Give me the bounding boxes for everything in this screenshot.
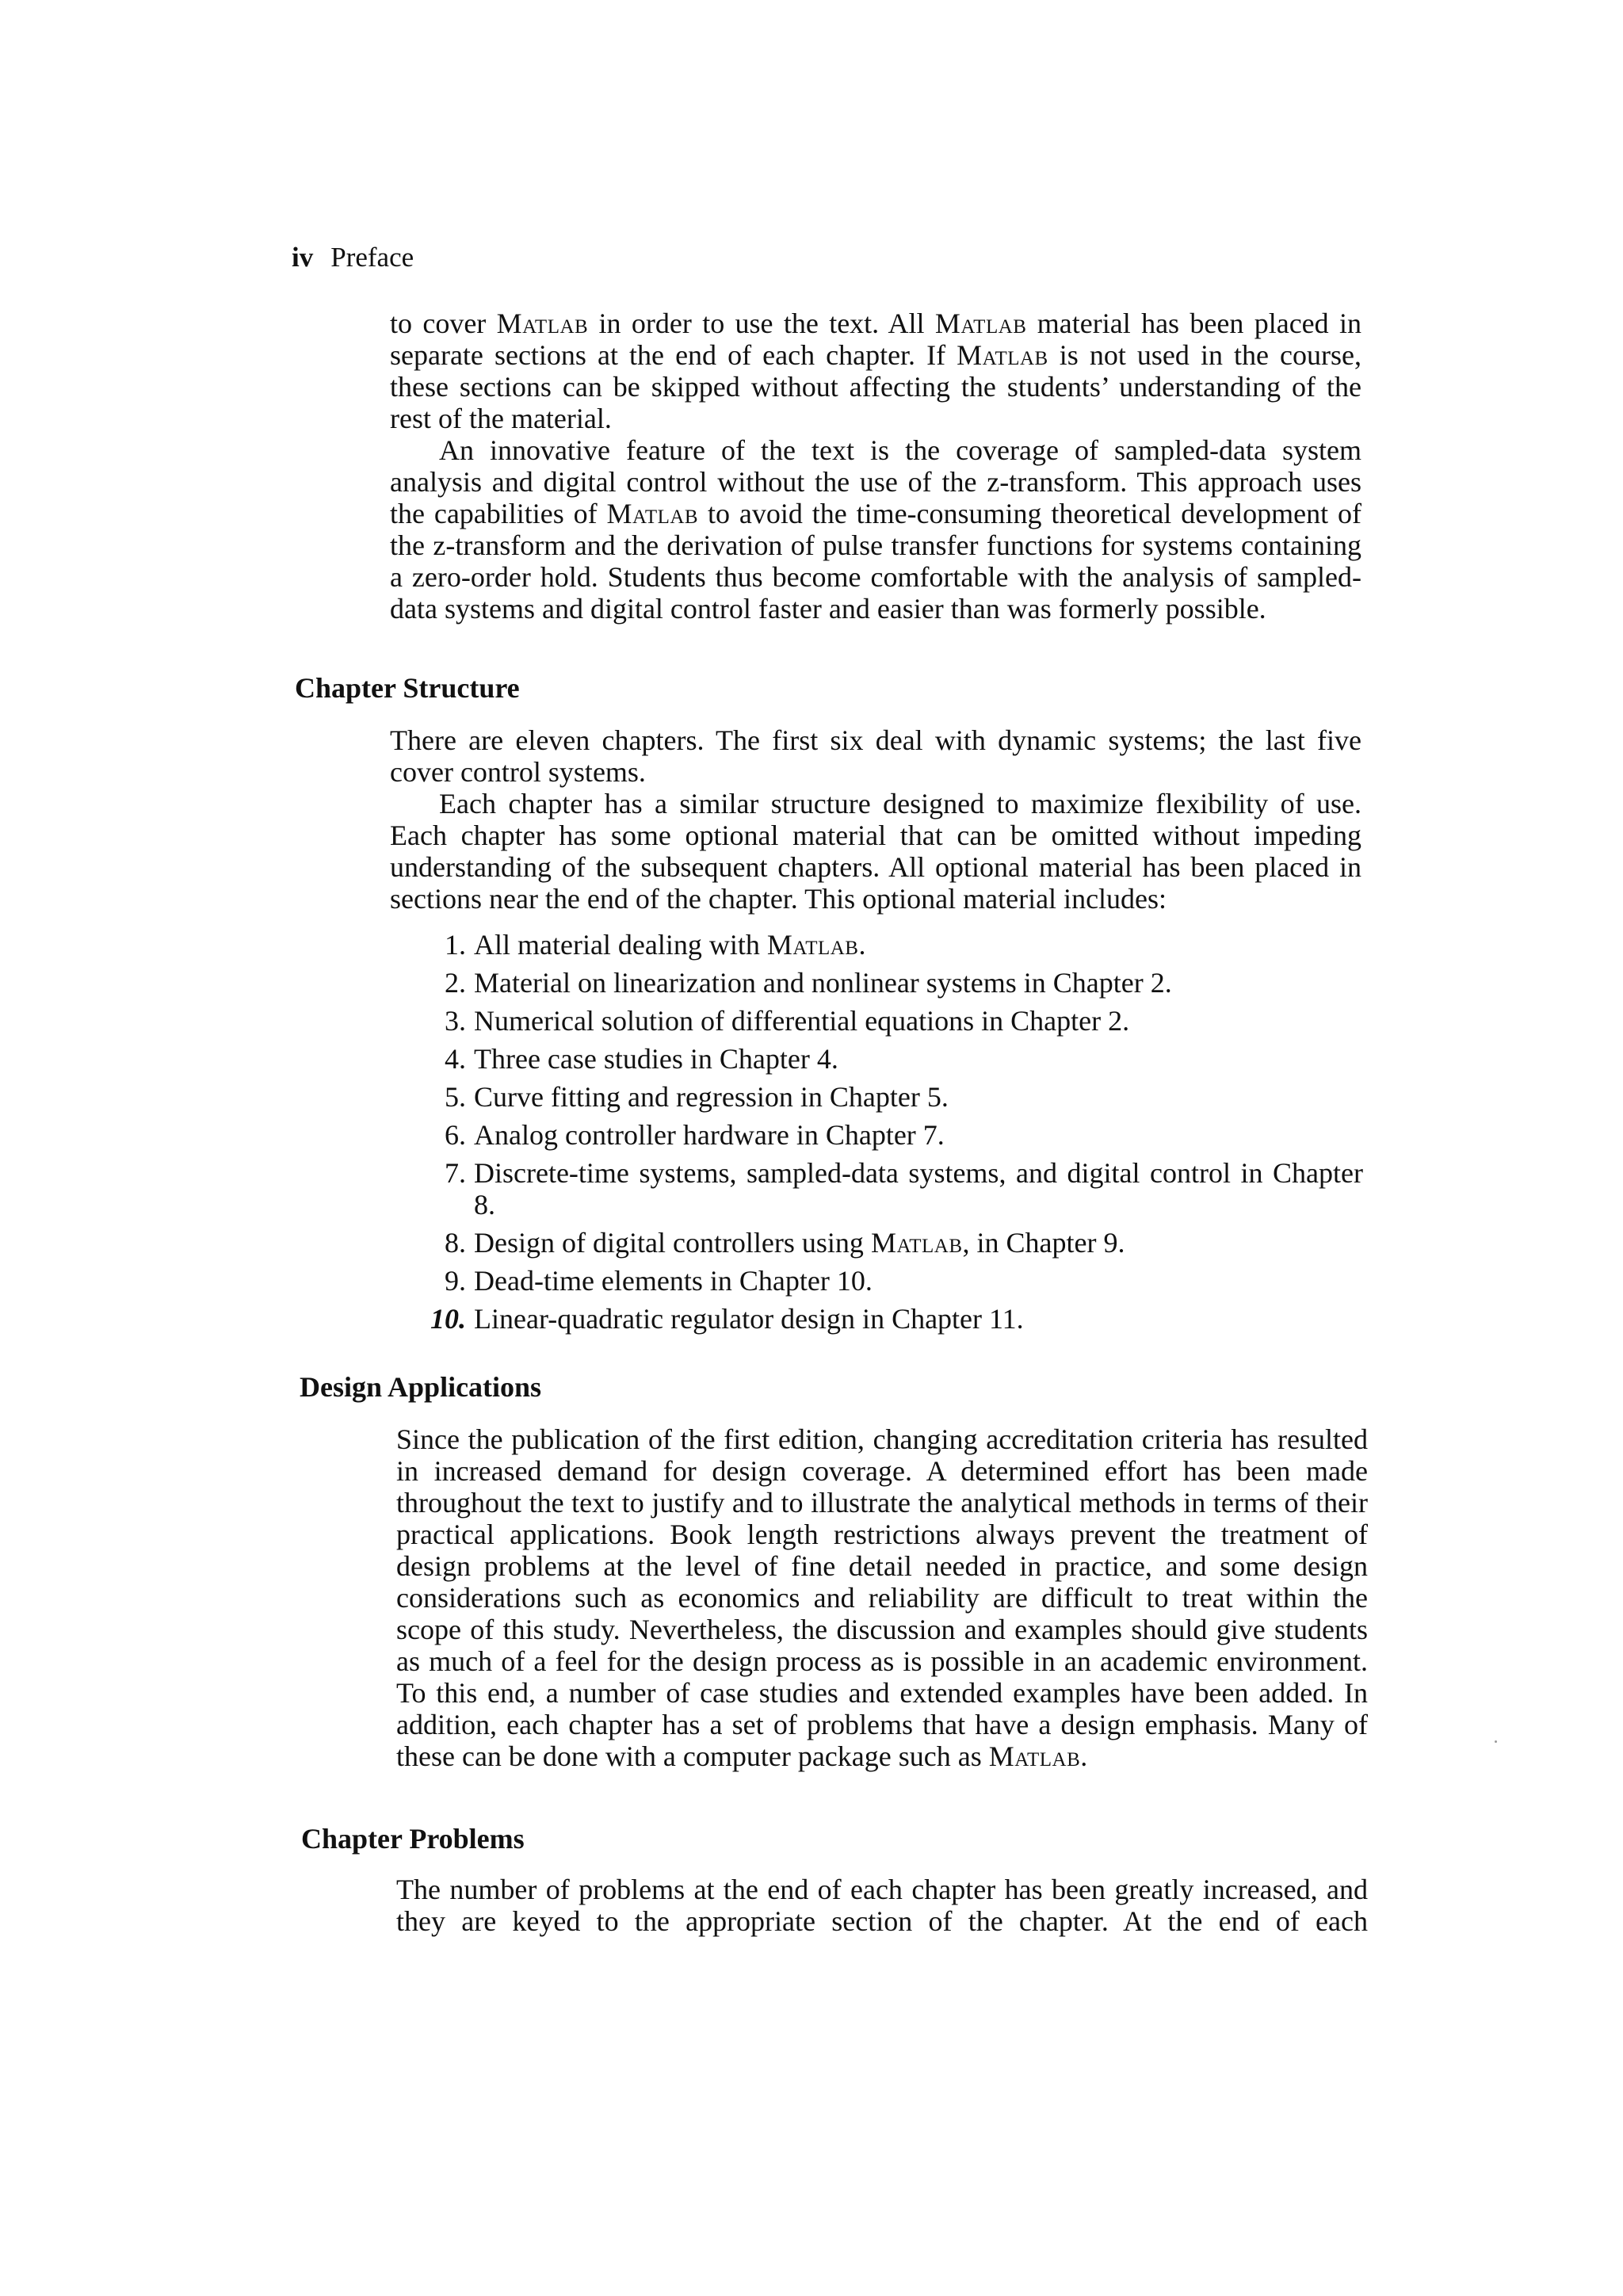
text-run: Since the publication of the first edition, changing accreditation criteria has resulted in increased demand for design coverage. A determined effort has been made throughout the text to justify and to illustrate the analytical methods in terms of their practical applications. Book length restrictions always prevent the treatment of design problems at the level of fine detail needed in practice, and some design considerations such as economics and reliability are difficult to treat within the scope of this study. Nevertheless, the discussion and examples should give students as much of a feel for the design process as is possible in an academic environment. To this end, a number of case studies and extended examples have been added. In addition, each chapter has a set of problems that have a design emphasis. Many of these can be done with a computer package such as [396,1423,1368,1772]
section-heading-chapter-structure: Chapter Structure [295,672,520,704]
matlab-term: Matlab [870,1227,963,1259]
text-run: is not used in the course, these sections can be skipped without affecting the students’ understanding of the rest of the material. [390,339,1361,434]
text-run: to avoid the time-consuming theoretical development of the z-transform and the derivation of pulse transfer functions for systems containing a zero-order hold. Students thus become comfortable with the analysis of sampled-data systems and digital control faster and easier than was formerly possible. [390,498,1361,625]
list-item [420,1157,1363,1221]
running-head-title: Preface [330,242,414,273]
list-item [420,1303,1363,1335]
problems-paragraph: The number of problems at the end of each chapter has been greatly increased, and they are keyed to the appropriate section of the chapter. At the end of each [396,1874,1368,1937]
list-item [420,1081,1363,1113]
matlab-term: Matlab [934,308,1027,339]
list-number: 6. [445,1119,466,1151]
list-number: 10. [430,1303,466,1335]
matlab-term: Matlab [957,339,1048,371]
list-number: 7. [445,1157,466,1189]
text-run: Design of digital controllers using [474,1227,871,1259]
list-item [420,1265,1363,1297]
design-paragraph [396,1423,1368,1772]
list-number: 8. [445,1227,466,1259]
text-run: Analog controller hardware in Chapter 7. [474,1119,945,1151]
text-run: Discrete-time systems, sampled-data systems, and digital control in Chapter 8. [474,1157,1363,1221]
text-run: , in Chapter 9. [962,1227,1125,1259]
optional-material-list [420,929,1363,1341]
structure-paragraph-2: Each chapter has a similar structure designed to maximize flexibility of use. Each chapter has some optional material that can be omitted without impeding understanding of the subsequent chapters. All optional material has been placed in sections near the end of the chapter. This optional material includes: [390,788,1361,915]
text-run: in order to use the text. All [588,308,935,339]
text-run: . [1080,1740,1088,1772]
section-heading-design-applications: Design Applications [300,1371,542,1403]
list-number: 5. [445,1081,466,1113]
page-number: iv [292,242,314,273]
intro-paragraph-2 [390,434,1361,625]
list-number: 2. [445,967,466,999]
structure-paragraph-1: There are eleven chapters. The first six deal with dynamic systems; the last five cover control systems. [390,724,1361,788]
text-run: . [858,929,866,961]
text-run: Three case studies in Chapter 4. [474,1043,838,1075]
text-run: Material on linearization and nonlinear systems in Chapter 2. [474,967,1172,999]
design-applications-section [396,1423,1368,1772]
text-run: to cover [390,308,497,339]
matlab-term: Matlab [766,929,859,961]
list-item [420,1119,1363,1151]
text-run: Linear-quadratic regulator design in Chapter 11. [474,1303,1024,1335]
matlab-term: Matlab [606,498,699,529]
text-run: material has been placed in separate sections at the end of each chapter. If [390,308,1361,371]
matlab-term: Matlab [988,1740,1081,1772]
list-number: 1. [445,929,466,961]
intro-paragraph-1 [390,308,1361,434]
scan-speck [1495,1740,1497,1743]
section-heading-chapter-problems: Chapter Problems [301,1823,525,1855]
text-run: Curve fitting and regression in Chapter 5. [474,1081,949,1113]
list-number: 3. [445,1005,466,1037]
chapter-structure-section [390,724,1361,915]
running-head [292,242,414,273]
list-item [420,967,1363,999]
text-run: Dead-time elements in Chapter 10. [474,1265,873,1297]
list-item [420,929,1363,961]
list-item [420,1043,1363,1075]
chapter-problems-section [396,1874,1368,1937]
list-number: 9. [445,1265,466,1297]
intro-section [390,308,1361,625]
list-item [420,1227,1363,1259]
text-run: An innovative feature of the text is the coverage of sampled-data system analysis and digital control without the use of the z-transform. This approach uses the capabilities of [390,434,1361,529]
list-number: 4. [445,1043,466,1075]
text-run: All material dealing with [474,929,767,961]
text-run: Numerical solution of differential equations in Chapter 2. [474,1005,1130,1037]
list-item [420,1005,1363,1037]
matlab-term: Matlab [496,308,589,339]
